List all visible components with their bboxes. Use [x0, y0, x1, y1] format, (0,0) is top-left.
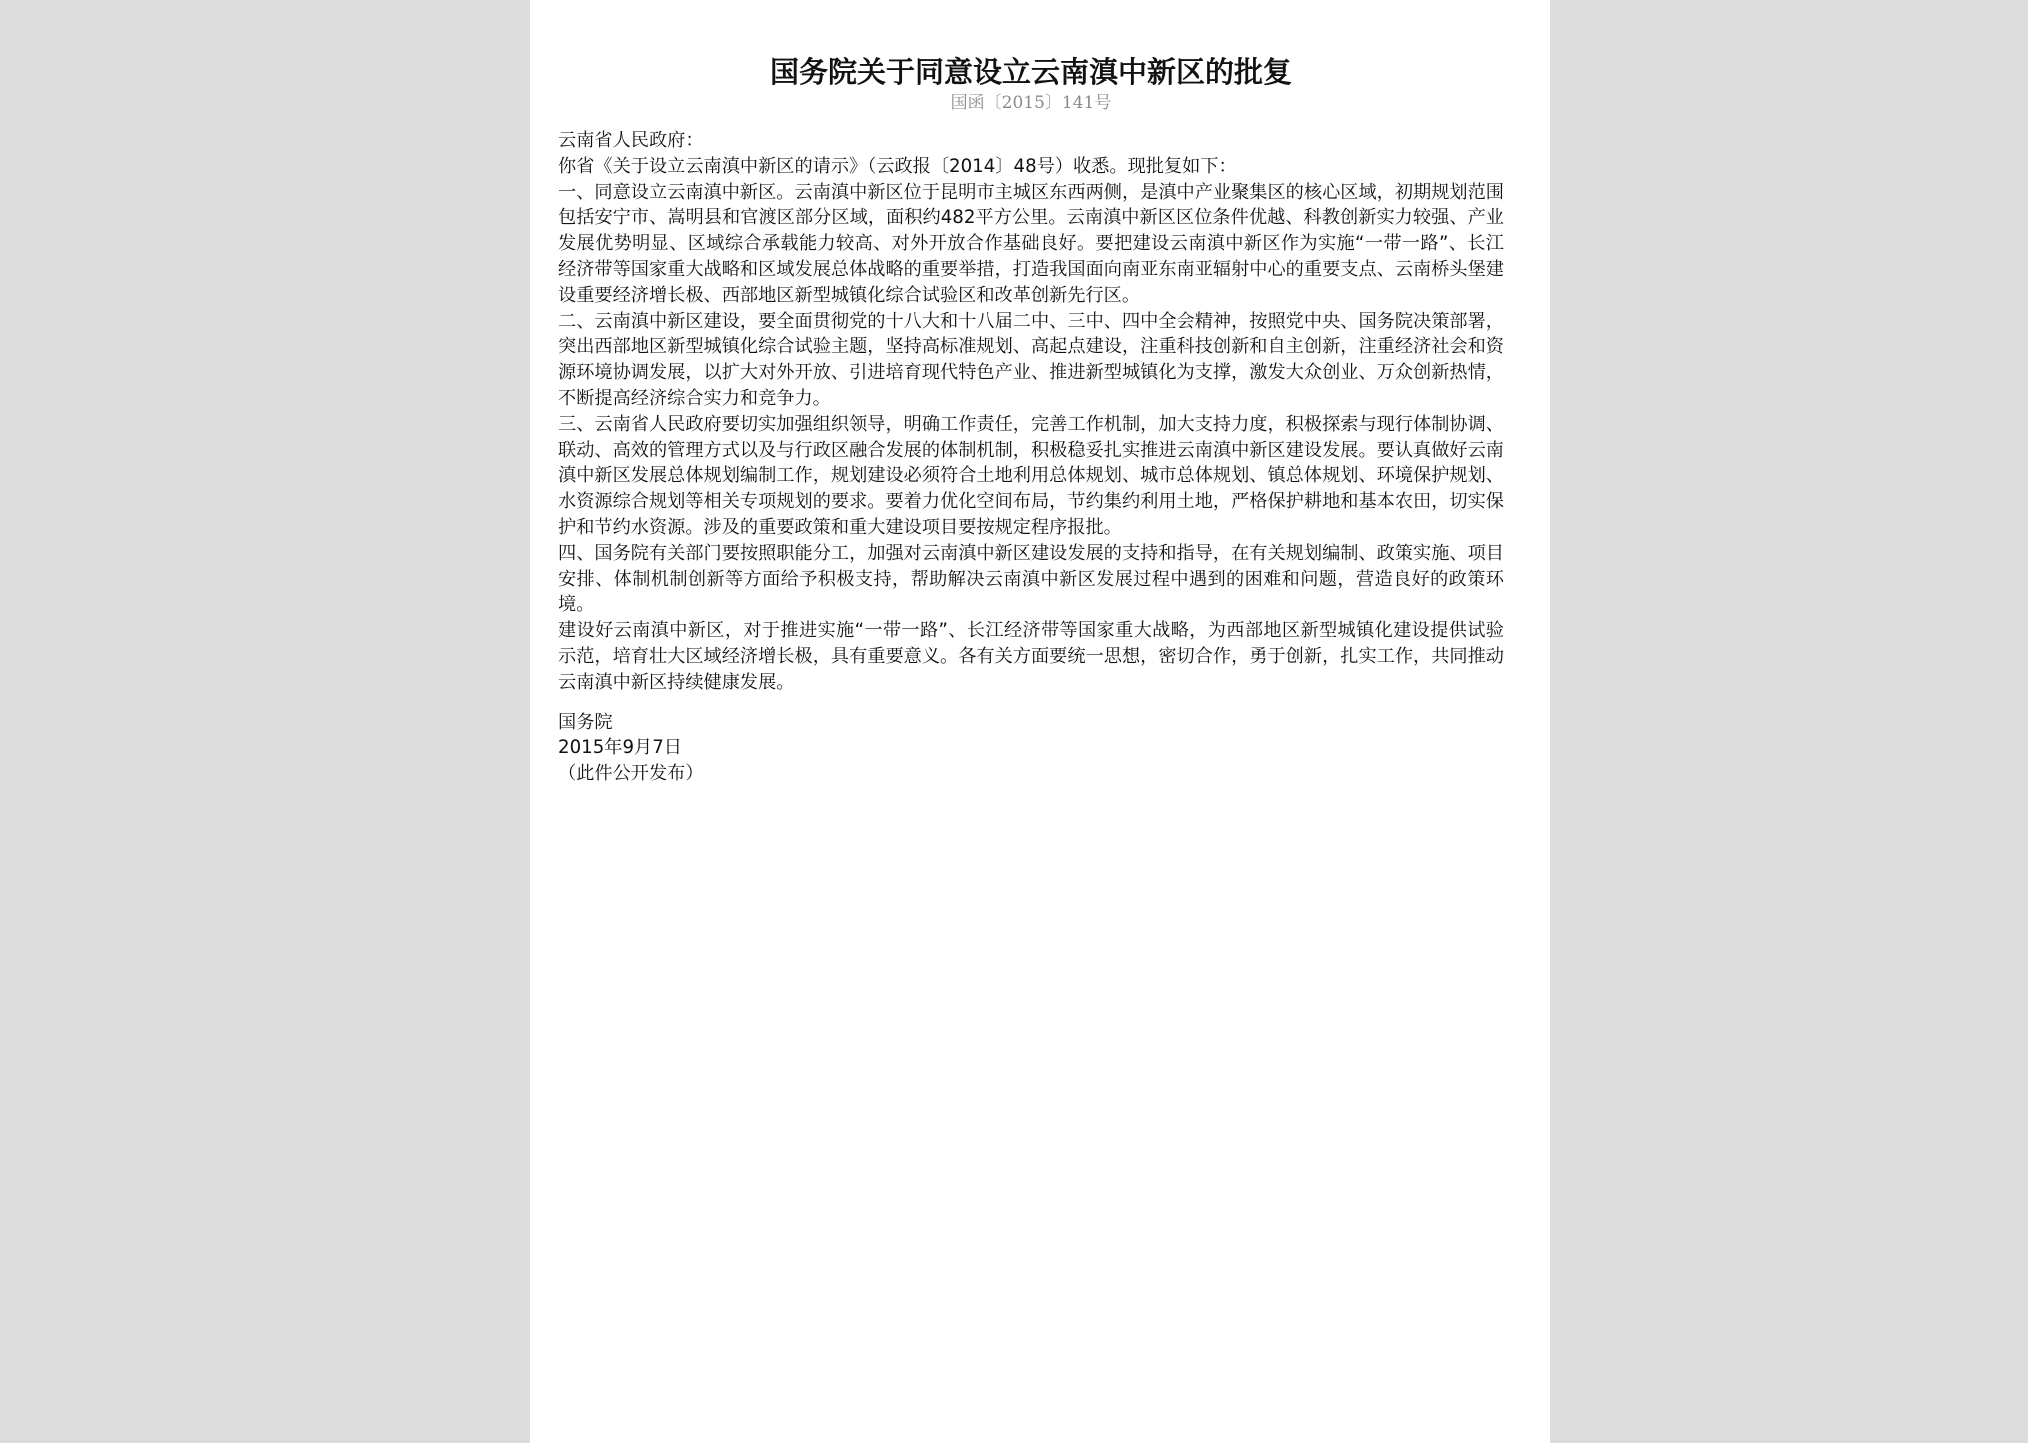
paragraph-1: 一、同意设立云南滇中新区。云南滇中新区位于昆明市主城区东西两侧，是滇中产业聚集区的核心区域，初期规划范围包括安宁市、嵩明县和官渡区部分区域，面积约482平方公里。云南滇中新区区位条件优越、科教创新实力较强、产业发展优势明显、区域综合承载能力较高、对外开放合作基础良好。要把建设云南滇中新区作为实施“一带一路”、长江经济带等国家重大战略和区域发展总体战略的重要举措，打造我国面向南亚东南亚辐射中心的重要支点、云南桥头堡建设重要经济增长极、西部地区新型城镇化综合试验区和改革创新先行区。	[558, 181, 1504, 306]
paragraph-4: 四、国务院有关部门要按照职能分工，加强对云南滇中新区建设发展的支持和指导，在有关规划编制、政策实施、项目安排、体制机制创新等方面给予积极支持，帮助解决云南滇中新区发展过程中遇到的困难和问题，营造良好的政策环境。	[558, 542, 1504, 616]
issuer: 国务院	[558, 711, 613, 733]
signature-block	[558, 710, 1504, 787]
paragraph-intro: 你省《关于设立云南滇中新区的请示》（云政报〔2014〕48号）收悉。现批复如下：	[558, 155, 1237, 177]
document-number: 国函〔2015〕141号	[950, 93, 1112, 113]
issue-date: 2015年9月7日	[558, 737, 682, 759]
document-body	[558, 128, 1504, 696]
document-title: 国务院关于同意设立云南滇中新区的批复	[769, 55, 1292, 89]
document-page	[530, 0, 1550, 1443]
salutation: 云南省人民政府：	[558, 130, 704, 151]
paragraph-3: 三、云南省人民政府要切实加强组织领导，明确工作责任，完善工作机制，加大支持力度，积极探索与现行体制协调、联动、高效的管理方式以及与行政区融合发展的体制机制，积极稳妥扎实推进云南滇中新区建设发展。要认真做好云南滇中新区发展总体规划编制工作，规划建设必须符合土地利用总体规划、城市总体规划、镇总体规划、环境保护规划、水资源综合规划等相关专项规划的要求。要着力优化空间布局，节约集约利用土地，严格保护耕地和基本农田，切实保护和节约水资源。涉及的重要政策和重大建设项目要按规定程序报批。	[558, 413, 1504, 538]
paragraph-2: 二、云南滇中新区建设，要全面贯彻党的十八大和十八届二中、三中、四中全会精神，按照党中央、国务院决策部署，突出西部地区新型城镇化综合试验主题，坚持高标准规划、高起点建设，注重科技创新和自主创新，注重经济社会和资源环境协调发展，以扩大对外开放、引进培育现代特色产业、推进新型城镇化为支撑，激发大众创业、万众创新热情，不断提高经济综合实力和竞争力。	[558, 310, 1504, 409]
release-note: （此件公开发布）	[558, 763, 704, 785]
paragraph-closing: 建设好云南滇中新区，对于推进实施“一带一路”、长江经济带等国家重大战略，为西部地区新型城镇化建设提供试验示范，培育壮大区域经济增长极，具有重要意义。各有关方面要统一思想，密切合作，勇于创新，扎实工作，共同推动云南滇中新区持续健康发展。	[558, 620, 1504, 693]
